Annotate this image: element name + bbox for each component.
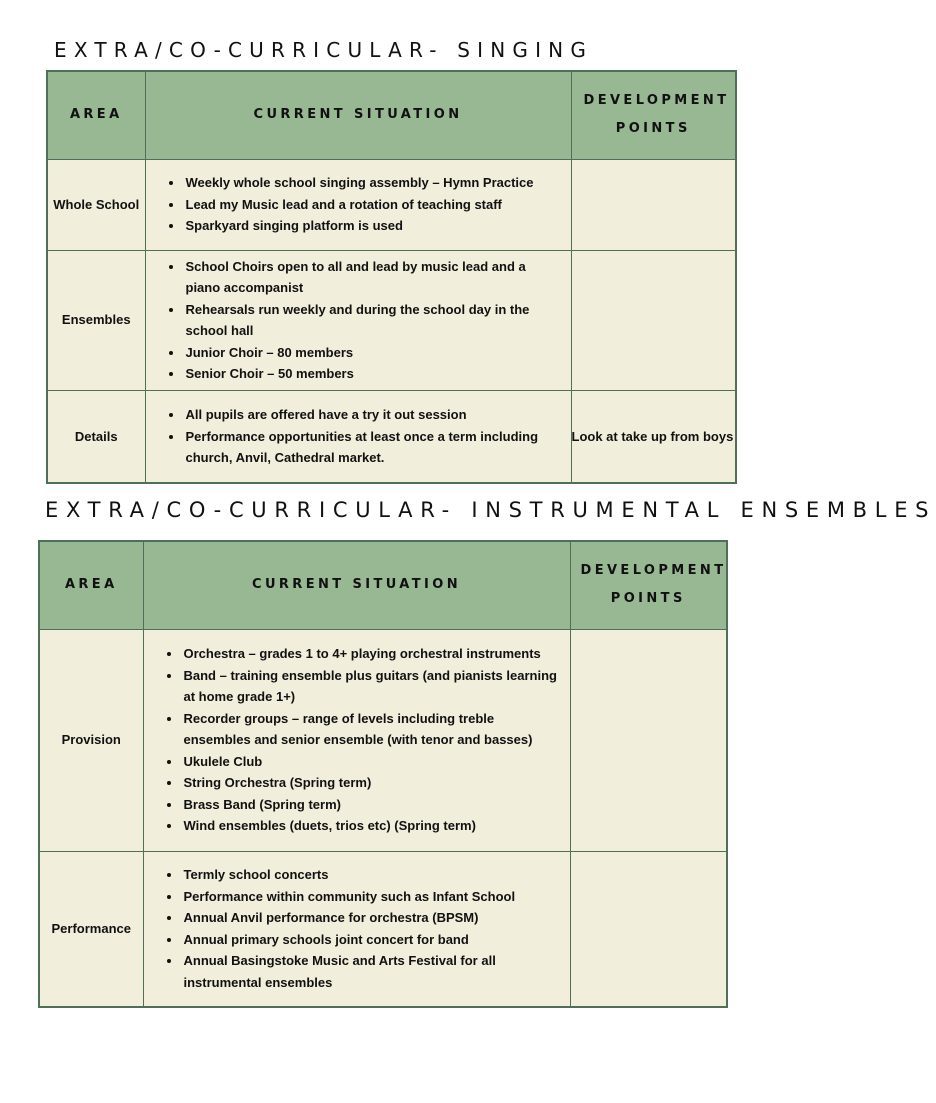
bullet-list [144, 643, 570, 837]
bullet-list [146, 172, 571, 237]
area-cell: Provision [39, 629, 143, 851]
area-cell: Ensembles [47, 250, 145, 390]
list-item: • Wind ensembles (duets, trios etc) (Spring term) [182, 815, 562, 837]
list-item: • All pupils are offered have a try it out session [184, 404, 563, 426]
list-item: • School Choirs open to all and lead by music lead and a piano accompanist [184, 256, 563, 299]
list-item: • Performance opportunities at least once a term including church, Anvil, Cathedral market. [184, 426, 563, 469]
list-item: • Rehearsals run weekly and during the school day in the school hall [184, 299, 563, 342]
list-item: • Recorder groups – range of levels including treble ensembles and senior ensemble (with tenor and basses) [182, 708, 562, 751]
singing-table [46, 70, 737, 484]
header-current-situation: CURRENT SITUATION [143, 541, 570, 629]
header-area: AREA [47, 71, 145, 159]
list-item: • Termly school concerts [182, 864, 562, 886]
table-row [47, 390, 736, 483]
table-row [39, 851, 727, 1007]
table-row [47, 250, 736, 390]
header-development-points: DEVELOPMENT POINTS [571, 71, 736, 159]
table-row [47, 159, 736, 250]
list-item: • String Orchestra (Spring term) [182, 772, 562, 794]
list-item: • Band – training ensemble plus guitars (and pianists learning at home grade 1+) [182, 665, 562, 708]
list-item: • Ukulele Club [182, 751, 562, 773]
current-situation-cell [145, 250, 571, 390]
header-row [47, 71, 736, 159]
current-situation-cell [143, 629, 570, 851]
list-item: • Annual Basingstoke Music and Arts Festival for all instrumental ensembles [182, 950, 562, 993]
current-situation-cell [145, 390, 571, 483]
section-title-singing: EXTRA/CO-CURRICULAR- SINGING [54, 38, 594, 62]
development-cell: Look at take up from boys [571, 390, 736, 483]
list-item: • Orchestra – grades 1 to 4+ playing orchestral instruments [182, 643, 562, 665]
instrumental-table [38, 540, 728, 1008]
bullet-list [146, 256, 571, 385]
section-title-instrumental: EXTRA/CO-CURRICULAR- INSTRUMENTAL ENSEMBLES [45, 498, 936, 522]
development-cell [571, 250, 736, 390]
list-item: • Weekly whole school singing assembly – Hymn Practice [184, 172, 563, 194]
bullet-list [146, 404, 571, 469]
list-item: • Sparkyard singing platform is used [184, 215, 563, 237]
header-area: AREA [39, 541, 143, 629]
header-row [39, 541, 727, 629]
development-cell [570, 851, 727, 1007]
current-situation-cell [143, 851, 570, 1007]
table-row [39, 629, 727, 851]
list-item: • Brass Band (Spring term) [182, 794, 562, 816]
header-development-points: DEVELOPMENT POINTS [570, 541, 727, 629]
area-cell: Whole School [47, 159, 145, 250]
development-cell [570, 629, 727, 851]
list-item: • Junior Choir – 80 members [184, 342, 563, 364]
bullet-list [144, 864, 570, 993]
area-cell: Performance [39, 851, 143, 1007]
development-cell [571, 159, 736, 250]
list-item: • Annual primary schools joint concert for band [182, 929, 562, 951]
current-situation-cell [145, 159, 571, 250]
area-cell: Details [47, 390, 145, 483]
list-item: • Senior Choir – 50 members [184, 363, 563, 385]
list-item: • Performance within community such as Infant School [182, 886, 562, 908]
header-current-situation: CURRENT SITUATION [145, 71, 571, 159]
list-item: • Lead my Music lead and a rotation of teaching staff [184, 194, 563, 216]
list-item: • Annual Anvil performance for orchestra (BPSM) [182, 907, 562, 929]
